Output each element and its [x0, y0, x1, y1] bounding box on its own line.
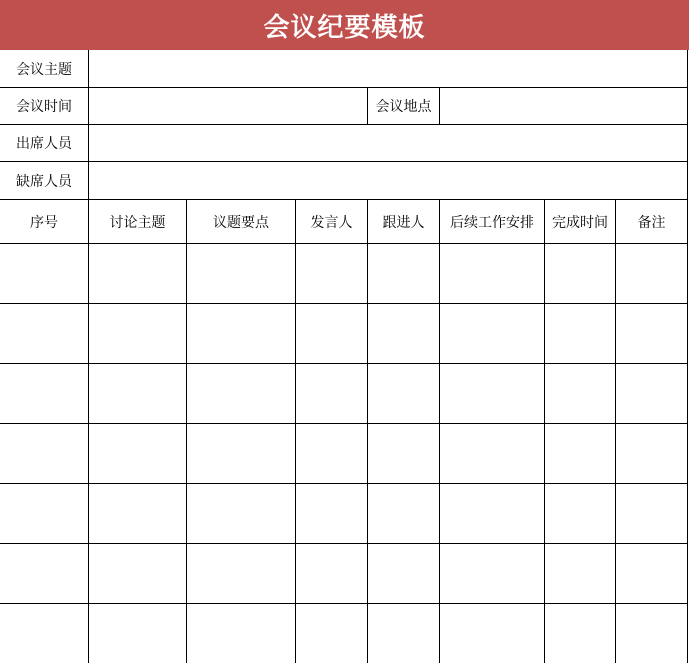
table-cell[interactable] [616, 544, 688, 604]
table-cell[interactable] [368, 604, 440, 663]
table-cell[interactable] [0, 424, 89, 484]
table-cell[interactable] [296, 364, 368, 424]
table-cell[interactable] [89, 244, 187, 304]
table-cell[interactable] [368, 244, 440, 304]
table-cell[interactable] [0, 484, 89, 544]
minutes-sheet [0, 50, 689, 663]
column-header-key-points: 议题要点 [187, 200, 296, 244]
table-cell[interactable] [296, 544, 368, 604]
table-cell[interactable] [368, 424, 440, 484]
table-cell[interactable] [440, 484, 545, 544]
table-cell[interactable] [296, 484, 368, 544]
table-cell[interactable] [187, 604, 296, 663]
table-cell[interactable] [89, 424, 187, 484]
table-cell[interactable] [545, 244, 616, 304]
table-cell[interactable] [89, 544, 187, 604]
table-cell[interactable] [187, 544, 296, 604]
table-cell[interactable] [440, 544, 545, 604]
column-header-follow-up-person: 跟进人 [368, 200, 440, 244]
table-cell[interactable] [187, 424, 296, 484]
column-header-follow-up-plan: 后续工作安排 [440, 200, 545, 244]
table-cell[interactable] [0, 244, 89, 304]
label-attendees: 出席人员 [0, 125, 89, 162]
table-cell[interactable] [368, 364, 440, 424]
table-body [0, 50, 689, 663]
table-cell[interactable] [616, 304, 688, 364]
column-header-discussion-topic: 讨论主题 [89, 200, 187, 244]
table-cell[interactable] [89, 304, 187, 364]
table-cell[interactable] [368, 484, 440, 544]
column-header-remarks: 备注 [616, 200, 688, 244]
label-meeting-time: 会议时间 [0, 88, 89, 125]
table-cell[interactable] [296, 604, 368, 663]
table-cell[interactable] [187, 244, 296, 304]
table-cell[interactable] [187, 364, 296, 424]
table-cell[interactable] [616, 364, 688, 424]
table-cell[interactable] [545, 484, 616, 544]
label-absentees: 缺席人员 [0, 162, 89, 200]
label-meeting-topic: 会议主题 [0, 50, 89, 88]
table-cell[interactable] [89, 364, 187, 424]
table-cell[interactable] [0, 544, 89, 604]
table-cell[interactable] [89, 484, 187, 544]
table-cell[interactable] [296, 244, 368, 304]
table-cell[interactable] [545, 304, 616, 364]
table-cell[interactable] [440, 604, 545, 663]
table-cell[interactable] [440, 304, 545, 364]
table-cell[interactable] [545, 424, 616, 484]
table-cell[interactable] [440, 424, 545, 484]
table-cell[interactable] [0, 364, 89, 424]
table-cell[interactable] [187, 304, 296, 364]
table-cell[interactable] [545, 544, 616, 604]
table-cell[interactable] [545, 364, 616, 424]
table-cell[interactable] [616, 604, 688, 663]
column-header-speaker: 发言人 [296, 200, 368, 244]
table-cell[interactable] [187, 484, 296, 544]
table-cell[interactable] [616, 424, 688, 484]
column-header-completion-time: 完成时间 [545, 200, 616, 244]
table-cell[interactable] [616, 484, 688, 544]
table-cell[interactable] [368, 304, 440, 364]
table-cell[interactable] [89, 604, 187, 663]
table-cell[interactable] [440, 364, 545, 424]
label-meeting-location: 会议地点 [368, 88, 440, 125]
table-cell[interactable] [440, 244, 545, 304]
table-cell[interactable] [0, 304, 89, 364]
table-cell[interactable] [545, 604, 616, 663]
table-cell[interactable] [296, 304, 368, 364]
table-cell[interactable] [0, 604, 89, 663]
table-cell[interactable] [616, 244, 688, 304]
column-header-index: 序号 [0, 200, 89, 244]
page-title: 会议纪要模板 [0, 0, 689, 50]
table-cell[interactable] [296, 424, 368, 484]
table-cell[interactable] [368, 544, 440, 604]
